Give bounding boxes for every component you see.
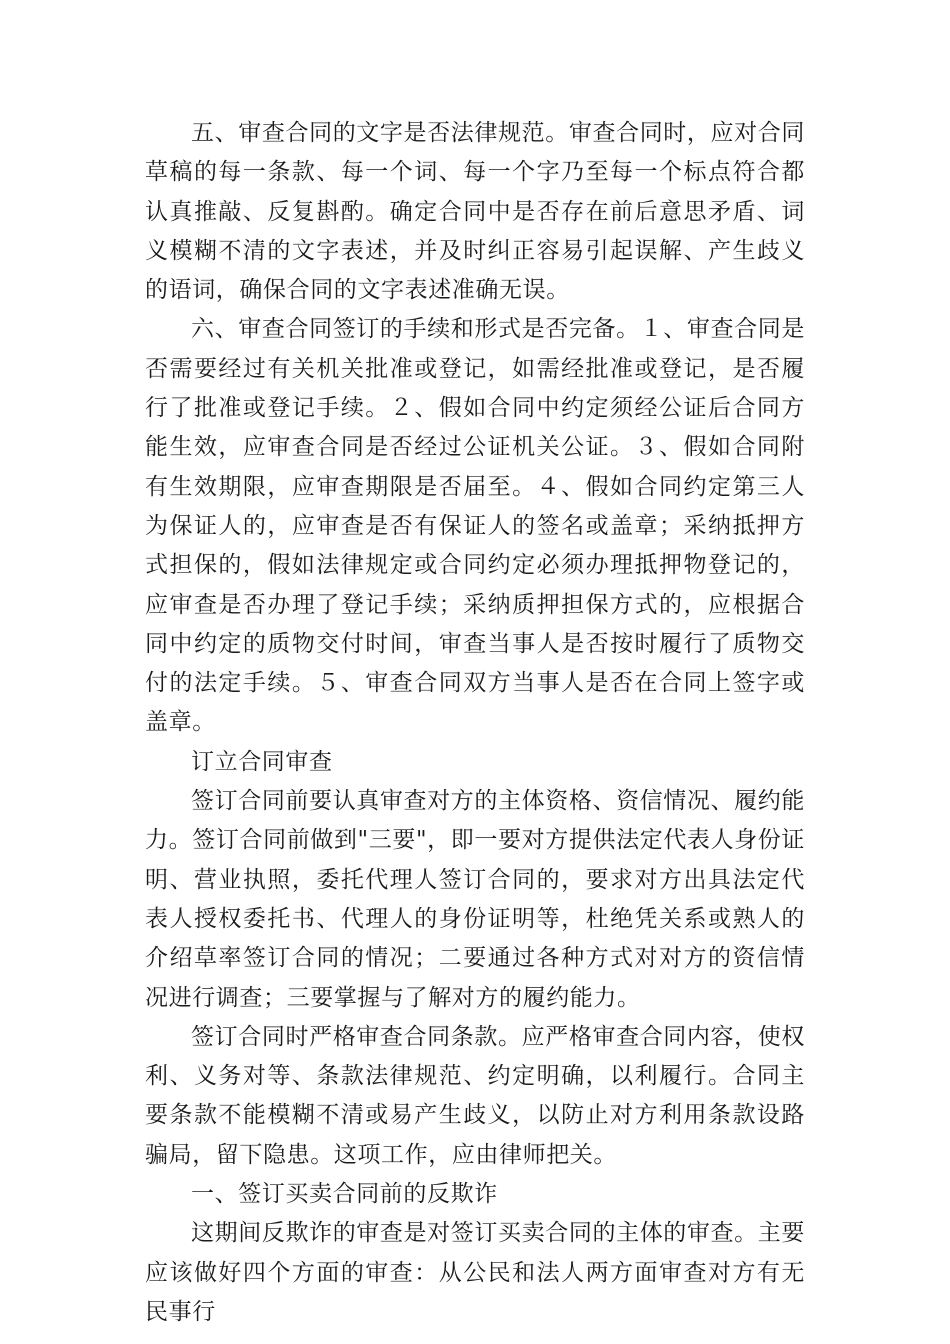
paragraph-pre-signing-review: 签订合同前要认真审查对方的主体资格、资信情况、履约能力。签订合同前做到"三要"，即一要对方提供法定代表人身份证明、营业执照，委托代理人签订合同的，要求对方出具法定代表人授权委托书、代理人的身份证明等，杜绝凭关系或熟人的介绍草率签订合同的情况；二要通过各种方式对对方的资信情况进行调查；三要掌握与了解对方的履约能力。 [145, 788, 805, 1011]
paragraph-review-wording: 五、审查合同的文字是否法律规范。审查合同时，应对合同草稿的每一条款、每一个词、每一个字乃至每一个标点符合都认真推敲、反复斟酌。确定合同中是否存在前后意思矛盾、词义模糊不清的文字表述，并及时纠正容易引起误解、产生歧义的语词，确保合同的文字表述准确无误。 [145, 120, 805, 304]
section-heading-anti-fraud: 一、签订买卖合同前的反欺诈 [191, 1181, 498, 1208]
paragraph-signing-clauses: 签订合同时严格审查合同条款。应严格审查合同内容，使权利、义务对等、条款法律规范、约定明确，以利履行。合同主要条款不能模糊不清或易产生歧义，以防止对方利用条款设路骗局，留下隐患。这项工作，应由律师把关。 [145, 1023, 805, 1168]
paragraph-review-procedures: 六、审查合同签订的手续和形式是否完备。１、审查合同是否需要经过有关机关批准或登记，如需经批准或登记，是否履行了批准或登记手续。２、假如合同中约定须经公证后合同方能生效，应审查合同是否经过公证机关公证。３、假如合同附有生效期限，应审查期限是否届至。４、假如合同约定第三人为保证人的，应审查是否有保证人的签名或盖章；采纳抵押方式担保的，假如法律规定或合同约定必须办理抵押物登记的，应审查是否办理了登记手续；采纳质押担保方式的，应根据合同中约定的质物交付时间，审查当事人是否按时履行了质物交付的法定手续。５、审查合同双方当事人是否在合同上签字或盖章。 [145, 316, 805, 736]
section-heading-contract-review: 订立合同审查 [191, 748, 333, 775]
paragraph-anti-fraud-review: 这期间反欺诈的审查是对签订买卖合同的主体的审查。主要应该做好四个方面的审查：从公民和法人两方面审查对方有无民事行 [145, 1220, 805, 1325]
document-body [145, 114, 805, 1332]
